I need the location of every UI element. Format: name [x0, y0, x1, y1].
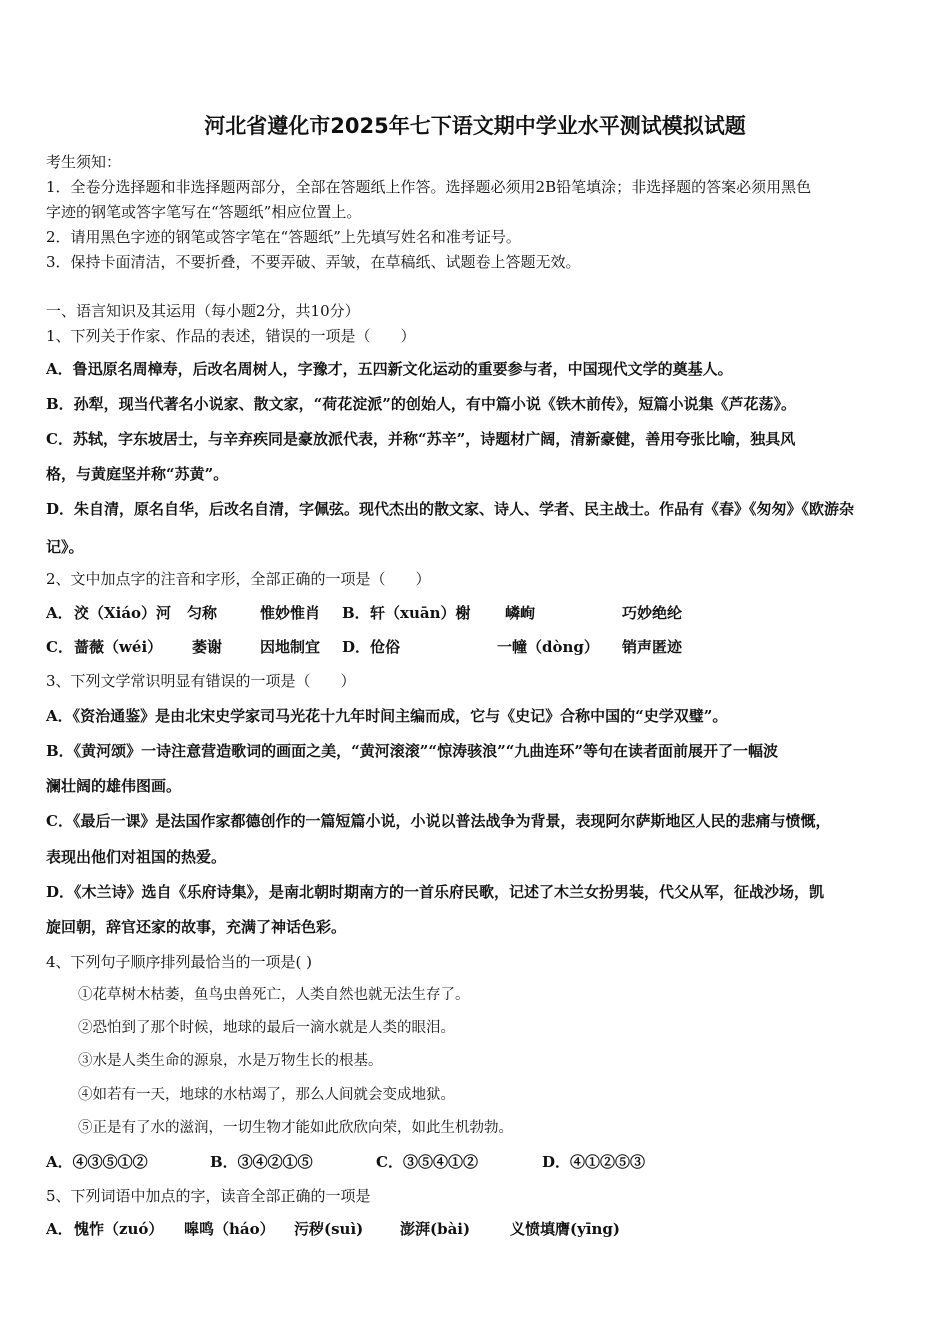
q2-a-item-2: 匀称 — [187, 604, 218, 622]
q4-option-b: B．③④②①⑤ — [210, 1153, 313, 1171]
q5-a-label: A． — [46, 1220, 73, 1238]
q2-d-item-2: 一幢（dòng） — [497, 638, 599, 656]
q2-stem: 2、文中加点字的注音和字形，全部正确的一项是（ ） — [46, 570, 431, 588]
q2-c-item-1: 蔷薇（wéi） — [74, 638, 163, 656]
q4-option-a: A．④③⑤①② — [46, 1153, 148, 1171]
notice-line-1: 1．全卷分选择题和非选择题两部分，全部在答题纸上作答。选择题必须用2B铅笔填涂；非选择题的答案必须用黑色 — [46, 178, 812, 196]
q2-b-item-2: 嶙峋 — [505, 604, 536, 622]
q5-stem: 5、下列词语中加点的字，读音全部正确的一项是 — [46, 1187, 371, 1205]
q2-b-item-3: 巧妙绝纶 — [622, 604, 683, 622]
q2-d-item-1: 伧俗 — [370, 638, 401, 656]
notice-line-1b: 字迹的钢笔或答字笔写在“答题纸”相应位置上。 — [46, 203, 362, 221]
q3-option-c-cont: 表现出他们对祖国的热爱。 — [46, 848, 227, 866]
q4-sentence-5: ⑤正是有了水的滋润，一切生物才能如此欣欣向荣，如此生机勃勃。 — [78, 1120, 513, 1136]
q3-option-b-cont: 澜壮阔的雄伟图画。 — [46, 777, 182, 795]
q2-a-label: A． — [46, 604, 73, 622]
q2-a-item-3: 惟妙惟肖 — [260, 604, 321, 622]
q3-option-d: D．《木兰诗》选自《乐府诗集》，是南北朝时期南方的一首乐府民歌，记述了木兰女扮男装，代父从军，征战沙场，凯 — [46, 883, 825, 901]
q5-a-item-5: 义愤填膺(yīng) — [510, 1220, 621, 1238]
q2-d-label: D． — [342, 638, 371, 656]
q4-sentence-1: ①花草树木枯萎，鱼鸟虫兽死亡，人类自然也就无法生存了。 — [78, 987, 470, 1003]
section-heading: 一、语言知识及其运用（每小题2分，共10分） — [46, 302, 360, 320]
notice-line-3: 3．保持卡面清洁，不要折叠，不要弄破、弄皱，在草稿纸、试题卷上答题无效。 — [46, 253, 581, 271]
q2-a-item-1: 洨（Xiáo）河 — [74, 604, 172, 622]
q1-option-c-cont: 格，与黄庭坚并称“苏黄”。 — [46, 465, 229, 483]
q1-option-d-cont: 记》。 — [46, 538, 84, 556]
q4-sentence-4: ④如若有一天，地球的水枯竭了，那么人间就会变成地狱。 — [78, 1087, 455, 1103]
q3-option-b: B．《黄河颂》一诗注意营造歌词的画面之美，“黄河滚滚”“惊涛骇浪”“九曲连环”等句在读者面前展开了一幅波 — [46, 742, 778, 760]
q1-option-c: C．苏轼，字东坡居士，与辛弃疾同是豪放派代表，并称“苏辛”，诗题材广阔，清新豪健，善用夸张比喻，独具风 — [46, 430, 796, 448]
q5-a-item-4: 澎湃(bài) — [400, 1220, 471, 1238]
q1-option-a: A．鲁迅原名周樟寿，后改名周树人，字豫才，五四新文化运动的重要参与者，中国现代文学的奠基人。 — [46, 360, 733, 378]
q4-sentence-2: ②恐怕到了那个时候，地球的最后一滴水就是人类的眼泪。 — [78, 1020, 455, 1036]
notice-heading: 考生须知： — [46, 153, 122, 171]
q4-option-d: D．④①②⑤③ — [542, 1153, 646, 1171]
q4-stem: 4、下列句子顺序排列最恰当的一项是( ) — [46, 953, 313, 971]
q3-stem: 3、下列文学常识明显有错误的一项是（ ） — [46, 672, 356, 690]
q3-option-d-cont: 旋回朝，辞官还家的故事，充满了神话色彩。 — [46, 918, 347, 936]
q3-option-a: A．《资治通鉴》是由北宋史学家司马光花十九年时间主编而成，它与《史记》合称中国的“史学双璧”。 — [46, 707, 728, 725]
q2-c-item-2: 萎谢 — [192, 638, 223, 656]
q1-stem: 1、下列关于作家、作品的表述，错误的一项是（ ） — [46, 327, 416, 345]
q1-option-b: B．孙犁，现当代著名小说家、散文家，“荷花淀派”的创始人，有中篇小说《铁木前传》，短篇小说集《芦花荡》。 — [46, 395, 796, 413]
q2-c-label: C． — [46, 638, 73, 656]
page-title: 河北省遵化市2025年七下语文期中学业水平测试模拟试题 — [204, 114, 746, 138]
q2-b-label: B． — [342, 604, 370, 622]
q5-a-item-2: 嗥鸣（háo） — [184, 1220, 275, 1238]
q2-c-item-3: 因地制宜 — [260, 638, 321, 656]
q2-b-item-1: 轩（xuān）榭 — [370, 604, 471, 622]
q4-sentence-3: ③水是人类生命的源泉，水是万物生长的根基。 — [78, 1053, 383, 1069]
q3-option-c: C．《最后一课》是法国作家都德创作的一篇短篇小说，小说以普法战争为背景，表现阿尔萨斯地区人民的悲痛与愤慨， — [46, 812, 831, 830]
notice-line-2: 2．请用黑色字迹的钢笔或答字笔在“答题纸”上先填写姓名和准考证号。 — [46, 228, 521, 246]
q5-a-item-1: 愧怍（zuó） — [74, 1220, 164, 1238]
q4-option-c: C．③⑤④①② — [376, 1153, 478, 1171]
q2-d-item-3: 销声匿迹 — [622, 638, 683, 656]
q1-option-d: D．朱自清，原名自华，后改名自清，字佩弦。现代杰出的散文家、诗人、学者、民主战士。作品有《春》《匆匆》《欧游杂 — [46, 500, 855, 518]
q5-a-item-3: 污秽(suì) — [294, 1220, 364, 1238]
